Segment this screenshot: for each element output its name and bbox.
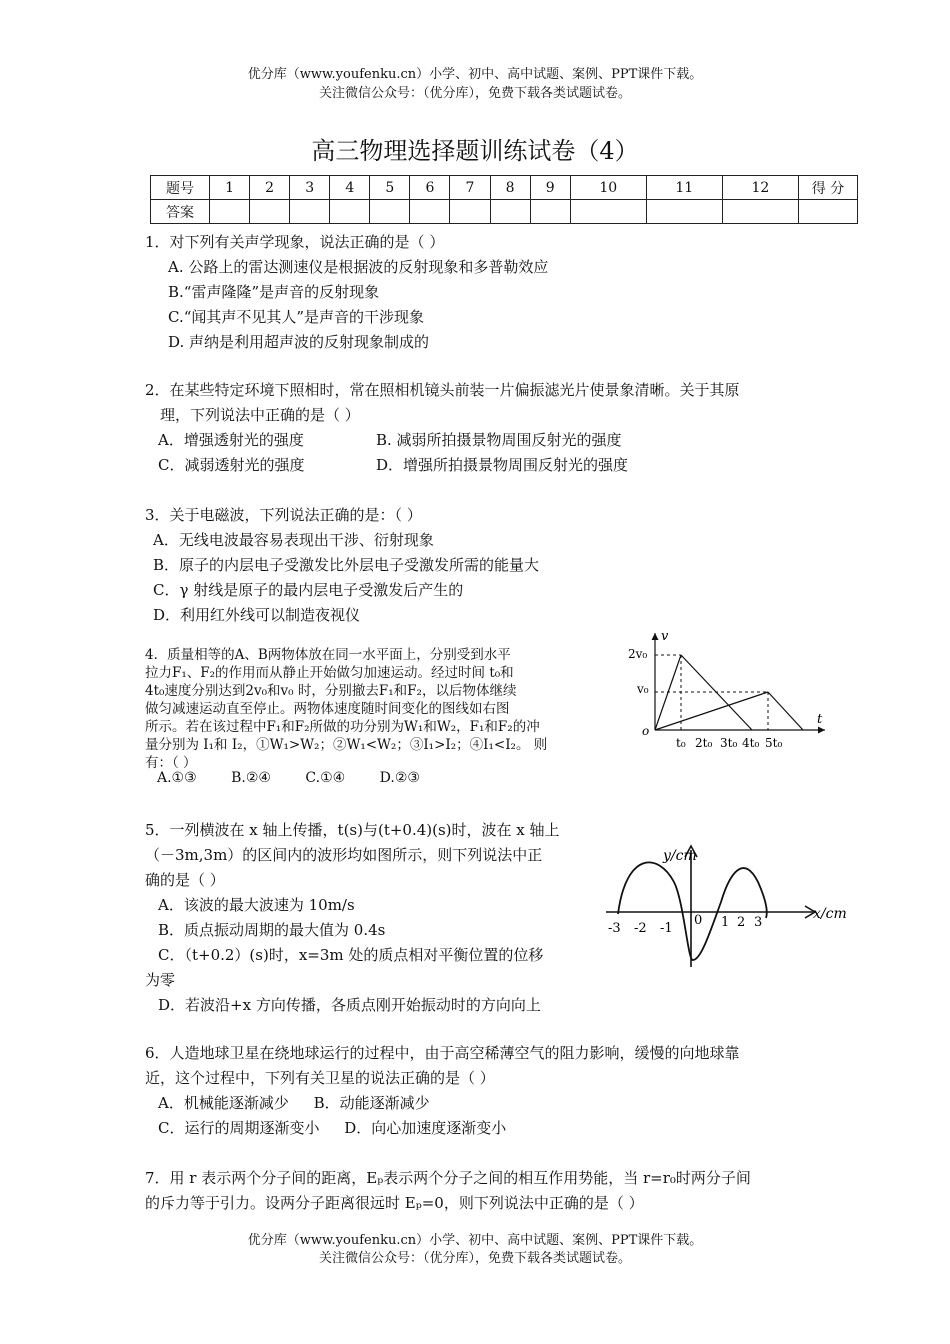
question-2: [145, 378, 740, 478]
question-line: 拉力F₁、F₂的作用而从静止开始做匀加速运动。经过时间 t₀和: [145, 665, 514, 681]
x-tick: 0: [694, 913, 703, 928]
table-cell: 答案: [151, 200, 210, 224]
question-4: [145, 646, 607, 772]
question-line: 4t₀速度分别达到2v₀和v₀ 时，分别撤去F₁和F₂，以后物体继续: [145, 683, 517, 699]
option-d: D．若波沿+x 方向传播，各质点刚开始振动时的方向向上: [158, 996, 541, 1014]
x-tick: 4t₀: [742, 736, 760, 750]
question-line: 做匀减速运动直至停止。两物体速度随时间变化的图线如右图: [145, 701, 510, 717]
x-tick: -3: [608, 921, 621, 936]
option-c-cont: 为零: [145, 971, 176, 989]
answer-cell[interactable]: [646, 200, 722, 224]
option-b: B．动能逐渐减少: [313, 1094, 430, 1112]
x-tick: -1: [660, 921, 673, 936]
answer-cell[interactable]: [290, 200, 330, 224]
header-line-1: 优分库（www.youfenku.cn）小学、初中、高中试题、案例、PPT课件下载。: [247, 67, 703, 82]
answer-cell[interactable]: [450, 200, 490, 224]
origin-label: o: [642, 724, 650, 738]
table-cell: 得 分: [799, 176, 858, 200]
velocity-time-graph: [625, 625, 840, 755]
question-line: 所示。若在该过程中F₁和F₂所做的功分别为W₁和W₂，F₁和F₂的冲: [145, 719, 540, 735]
option-b: B. 减弱所拍摄景物周围反射光的强度: [376, 431, 622, 449]
question-line: 确的是（ ）: [145, 871, 225, 889]
x-tick: -2: [634, 921, 647, 936]
header-line-2: 关注微信公众号：（优分库），免费下载各类试题试卷。: [318, 86, 631, 101]
question-7: [145, 1166, 751, 1216]
option-b: B．质点振动周期的最大值为 0.4s: [158, 921, 386, 939]
table-cell: 8: [490, 176, 530, 200]
y-tick-2v0: 2v₀: [628, 647, 648, 661]
answer-cell[interactable]: [570, 200, 646, 224]
option-c: C.“闻其声不见其人”是声音的干涉现象: [168, 308, 425, 326]
option-d: D．增强所拍摄景物周围反射光的强度: [376, 456, 629, 474]
option-c: C.①④: [305, 770, 346, 786]
option-c: C．（t+0.2）(s)时，x=3m 处的质点相对平衡位置的位移: [158, 946, 544, 964]
x-tick: 2: [737, 915, 746, 930]
options-row: [145, 1116, 740, 1141]
x-axis-label: x/cm: [813, 906, 847, 922]
question-line: 6．人造地球卫星在绕地球运行的过程中，由于高空稀薄空气的阻力影响，缓慢的向地球靠: [145, 1044, 740, 1062]
question-3: [145, 503, 539, 628]
options-row: [145, 1091, 740, 1116]
table-cell: 6: [410, 176, 450, 200]
question-6: [145, 1041, 740, 1141]
footer-line-1: 优分库（www.youfenku.cn）小学、初中、高中试题、案例、PPT课件下载。: [247, 1233, 703, 1248]
x-tick: 3: [754, 915, 763, 930]
answer-cell[interactable]: [490, 200, 530, 224]
x-tick: 2t₀: [695, 736, 713, 750]
table-cell: 3: [290, 176, 330, 200]
table-cell: 题号: [151, 176, 210, 200]
question-1: [145, 230, 548, 355]
table-cell: 9: [530, 176, 570, 200]
answer-cell[interactable]: [722, 200, 798, 224]
question-line: 近，这个过程中，下列有关卫星的说法正确的是（ ）: [145, 1069, 495, 1087]
question-stem-cont: 理，下列说法中正确的是（ ）: [160, 406, 360, 424]
answer-table-header-row: [151, 176, 858, 200]
x-tick: 1: [721, 915, 730, 930]
line-b-decel: [768, 692, 803, 730]
option-a: A．机械能逐渐减少: [158, 1094, 289, 1112]
option-a: A．增强透射光的强度: [158, 431, 304, 449]
question-line: 的斥力等于引力。设两分子距离很远时 Eₚ=0，则下列说法中正确的是（ ）: [145, 1194, 644, 1212]
options-row: [145, 428, 740, 453]
option-d: D. 声纳是利用超声波的反射现象制成的: [168, 333, 430, 351]
answer-cell[interactable]: [210, 200, 250, 224]
score-cell[interactable]: [799, 200, 858, 224]
answer-cell[interactable]: [410, 200, 450, 224]
option-c: C．运行的周期逐渐变小: [158, 1119, 320, 1137]
question-line: 有：（ ）: [145, 755, 197, 771]
table-cell: 12: [722, 176, 798, 200]
t-axis-label: t: [817, 712, 823, 727]
question-line: 5．一列横波在 x 轴上传播，t(s)与(t+0.4)(s)时，波在 x 轴上: [145, 821, 560, 839]
option-d: D．利用红外线可以制造夜视仪: [153, 606, 361, 624]
option-b: B.“雷声隆隆”是声音的反射现象: [168, 283, 380, 301]
question-stem: 3．关于电磁波，下列说法正确的是：（ ）: [145, 506, 422, 524]
table-cell: 2: [250, 176, 290, 200]
footer-line-2: 关注微信公众号：（优分库），免费下载各类试题试卷。: [318, 1251, 631, 1266]
question-line: 7．用 r 表示两个分子间的距离，Eₚ表示两个分子之间的相互作用势能，当 r=r₀时两分子间: [145, 1169, 751, 1187]
option-d: D．向心加速度逐渐变小: [344, 1119, 507, 1137]
page-title: 高三物理选择题训练试卷（4）: [311, 137, 639, 165]
answer-cell[interactable]: [330, 200, 370, 224]
table-cell: 5: [370, 176, 410, 200]
x-tick: 3t₀: [720, 736, 738, 750]
answer-cell[interactable]: [370, 200, 410, 224]
answer-table-answer-row: [151, 200, 858, 224]
option-b: B．原子的内层电子受激发比外层电子受激发所需的能量大: [153, 556, 540, 574]
option-a: A. 公路上的雷达测速仪是根据波的反射现象和多普勒效应: [168, 258, 549, 276]
option-a: A．无线电波最容易表现出干涉、衍射现象: [153, 531, 434, 549]
option-a: A.①③: [157, 770, 197, 786]
table-cell: 1: [210, 176, 250, 200]
question-5: [145, 818, 560, 1018]
option-a: A．该波的最大波速为 10m/s: [158, 896, 355, 914]
option-c: C．减弱透射光的强度: [158, 456, 305, 474]
x-tick: t₀: [676, 736, 686, 750]
answer-table: [150, 175, 858, 224]
v-axis-label: v: [661, 629, 669, 644]
answer-cell[interactable]: [530, 200, 570, 224]
option-b: B.②④: [231, 770, 271, 786]
question-stem: 2．在某些特定环境下照相时，常在照相机镜头前装一片偏振滤光片使景象清晰。关于其原: [145, 381, 740, 399]
y-axis-label: y/cm: [663, 848, 697, 864]
question-line: 4．质量相等的A、B两物体放在同一水平面上，分别受到水平: [145, 647, 511, 663]
table-cell: 11: [646, 176, 722, 200]
option-d: D.②③: [379, 770, 420, 786]
question-4-options: [157, 770, 450, 786]
option-c: C．γ 射线是原子的最内层电子受激发后产生的: [153, 581, 464, 599]
question-line: （－3m,3m）的区间内的波形均如图所示，则下列说法中正: [145, 846, 543, 864]
question-stem: 1．对下列有关声学现象，说法正确的是（ ）: [145, 233, 445, 251]
x-tick: 5t₀: [765, 736, 783, 750]
question-line: 量分别为 I₁和 I₂，①W₁>W₂；②W₁<W₂；③I₁>I₂；④I₁<I₂。 则: [145, 737, 548, 753]
options-row: [145, 453, 740, 478]
table-cell: 10: [570, 176, 646, 200]
line-b-accel: [655, 692, 768, 730]
answer-cell[interactable]: [250, 200, 290, 224]
table-cell: 4: [330, 176, 370, 200]
table-cell: 7: [450, 176, 490, 200]
y-tick-v0: v₀: [637, 682, 649, 696]
wave-graph: [598, 842, 853, 972]
